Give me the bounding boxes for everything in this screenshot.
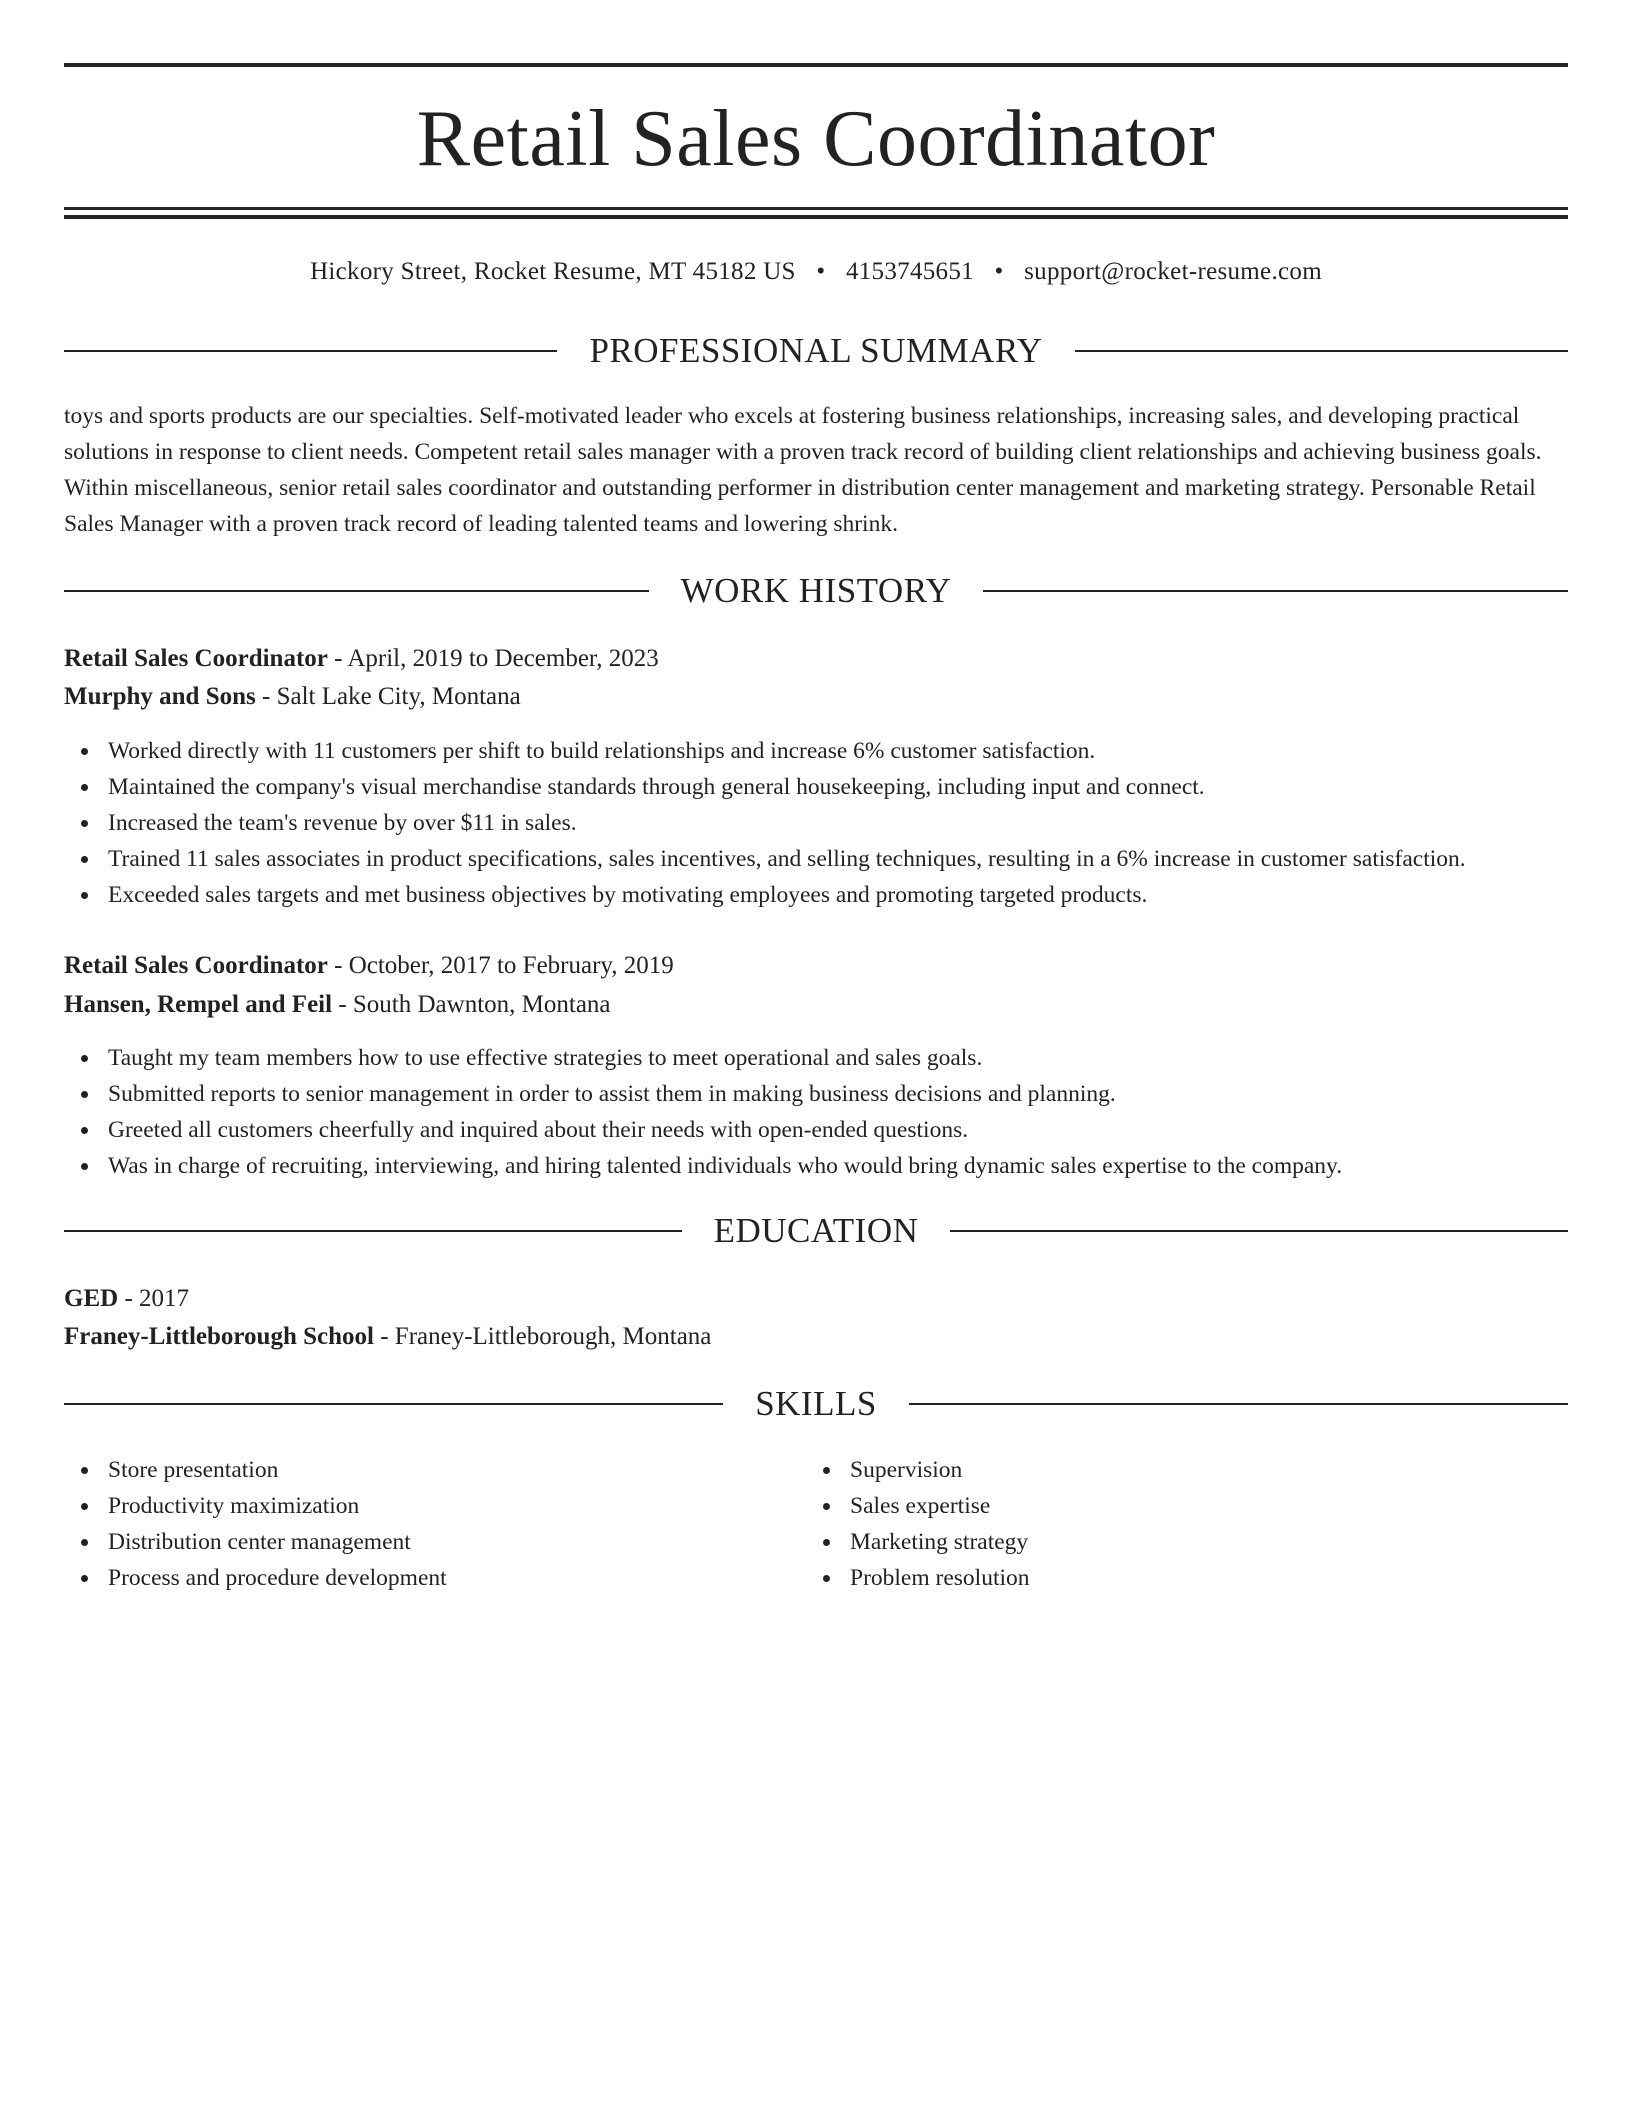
list-item: Increased the team's revenue by over $11 in sales. (64, 805, 1568, 841)
skill-item: Problem resolution (806, 1560, 1506, 1596)
heading-rule (64, 1230, 682, 1232)
header-bottom-rule (64, 207, 1568, 210)
skills-list-right (806, 1452, 1506, 1596)
list-item: Was in charge of recruiting, interviewing, and hiring talented individuals who would bring dynamic sales expertise to the company. (64, 1148, 1568, 1184)
degree: GED (64, 1285, 119, 1312)
list-item: Worked directly with 11 customers per shift to build relationships and increase 6% customer satisfaction. (64, 733, 1568, 769)
heading-rule (909, 1403, 1568, 1405)
company-location: - South Dawnton, Montana (332, 991, 611, 1018)
section-title: PROFESSIONAL SUMMARY (589, 331, 1043, 370)
heading-rule (983, 590, 1568, 592)
summary-text: toys and sports products are our specialties. Self-motivated leader who excels at fostering business relationships, increasing sales, and developing practical solutions in response to client needs. Competent retail sales manager with a proven track record of building client relationships and achieving business goals. Within miscellaneous, senior retail sales coordinator and outstanding performer in distribution center management and marketing strategy. Personable Retail Sales Manager with a proven track record of leading talented teams and lowering shrink. (64, 403, 1542, 537)
school-line (64, 1319, 1568, 1355)
heading-rule (1075, 350, 1568, 352)
section-heading-work-history (64, 567, 1568, 615)
bullet-separator: • (816, 258, 826, 285)
job-title-line (64, 641, 1568, 677)
school-location: - Franey-Littleborough, Montana (373, 1323, 712, 1350)
job-title: Retail Sales Coordinator (64, 952, 328, 979)
job-dates: - October, 2017 to February, 2019 (327, 952, 674, 979)
company-name: Hansen, Rempel and Feil (64, 991, 333, 1018)
resume-title: Retail Sales Coordinator (416, 95, 1216, 183)
header-top-rule (64, 63, 1568, 67)
heading-rule (64, 1403, 723, 1405)
section-title: EDUCATION (713, 1211, 919, 1250)
skill-item: Process and procedure development (64, 1560, 764, 1596)
degree-line (64, 1281, 1568, 1317)
heading-rule (64, 590, 649, 592)
school-name: Franey-Littleborough School (64, 1323, 374, 1350)
skill-item: Distribution center management (64, 1524, 764, 1560)
list-item: Exceeded sales targets and met business objectives by motivating employees and promoting targeted products. (64, 877, 1568, 913)
section-title: SKILLS (755, 1384, 877, 1423)
degree-year: - 2017 (118, 1285, 190, 1312)
header-bottom-rule-double (64, 215, 1568, 219)
contact-address: Hickory Street, Rocket Resume, MT 45182 US (310, 258, 796, 285)
job-duties-list (64, 1040, 1568, 1184)
contact-email: support@rocket-resume.com (1024, 258, 1322, 285)
job-duties-list (64, 733, 1568, 913)
job-company-line (64, 679, 1568, 715)
skill-item: Marketing strategy (806, 1524, 1506, 1560)
job-title: Retail Sales Coordinator (64, 645, 328, 672)
job-dates: - April, 2019 to December, 2023 (327, 645, 659, 672)
skills-list-left (64, 1452, 764, 1596)
section-heading-summary (64, 327, 1568, 375)
section-heading-skills (64, 1380, 1568, 1428)
contact-phone: 4153745651 (845, 258, 974, 285)
contact-line (64, 254, 1568, 290)
list-item: Greeted all customers cheerfully and inquired about their needs with open-ended questions. (64, 1112, 1568, 1148)
job-company-line (64, 987, 1568, 1023)
list-item: Trained 11 sales associates in product specifications, sales incentives, and selling techniques, resulting in a 6% increase in customer satisfaction. (64, 841, 1568, 877)
skill-item: Supervision (806, 1452, 1506, 1488)
skill-item: Store presentation (64, 1452, 764, 1488)
company-location: - Salt Lake City, Montana (255, 683, 521, 710)
heading-rule (950, 1230, 1568, 1232)
heading-rule (64, 350, 557, 352)
bullet-separator: • (994, 258, 1004, 285)
list-item: Taught my team members how to use effective strategies to meet operational and sales goals. (64, 1040, 1568, 1076)
section-title: WORK HISTORY (680, 571, 952, 610)
section-heading-education (64, 1207, 1568, 1255)
company-name: Murphy and Sons (64, 683, 256, 710)
job-title-line (64, 948, 1568, 984)
skill-item: Sales expertise (806, 1488, 1506, 1524)
list-item: Submitted reports to senior management in order to assist them in making business decisions and planning. (64, 1076, 1568, 1112)
list-item: Maintained the company's visual merchandise standards through general housekeeping, including input and connect. (64, 769, 1568, 805)
skill-item: Productivity maximization (64, 1488, 764, 1524)
